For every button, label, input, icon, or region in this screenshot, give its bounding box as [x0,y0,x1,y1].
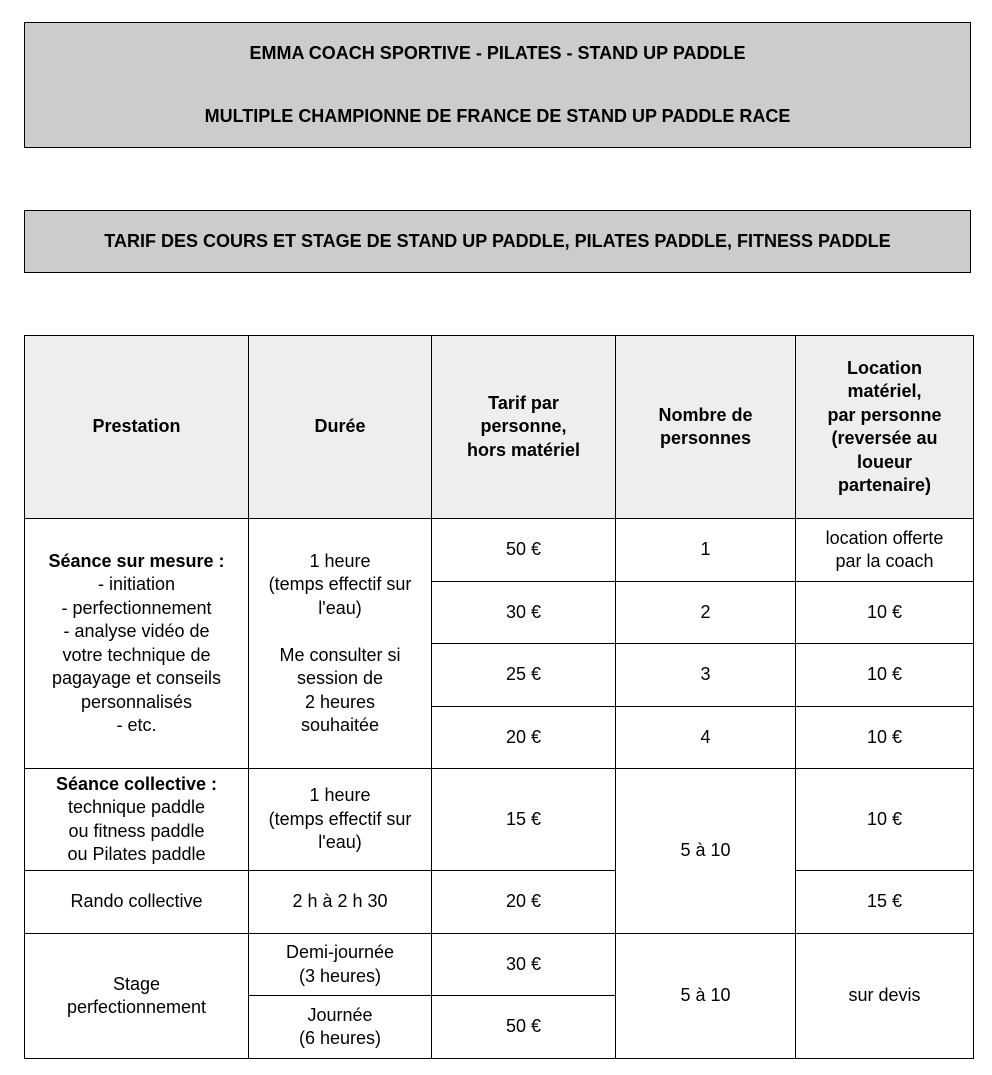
tarif-cell: 50 € [432,996,616,1059]
stage-duree: Journée (6 heures) [249,996,432,1059]
nombre-cell: 4 [616,707,796,769]
rando-prestation: Rando collective [25,871,249,934]
location-cell: 10 € [796,769,974,871]
tarif-cell: 25 € [432,644,616,707]
title-banner [24,22,971,148]
stage-prestation: Stage perfectionnement [25,934,249,1059]
tarif-cell: 15 € [432,769,616,871]
tarif-cell: 30 € [432,934,616,996]
seance-mesure-title: Séance sur mesure : [48,550,225,571]
coach-title: EMMA COACH SPORTIVE - PILATES - STAND UP PADDLE [249,43,746,63]
tarif-cell: 30 € [432,582,616,644]
pricing-table [24,335,974,1059]
location-cell: 10 € [796,644,974,707]
table-header-row [25,336,974,519]
pricing-title: TARIF DES COURS ET STAGE DE STAND UP PADDLE, PILATES PADDLE, FITNESS PADDLE [104,231,891,251]
championship-subtitle: MULTIPLE CHAMPIONNE DE FRANCE DE STAND UP PADDLE RACE [204,106,791,126]
header-prestation: Prestation [25,336,249,519]
location-cell: 15 € [796,871,974,934]
collective-nombre-cell: 5 à 10 [616,769,796,934]
nombre-cell: 2 [616,582,796,644]
table-row [25,934,974,996]
location-cell: location offerte par la coach [796,519,974,582]
seance-collective-duree: 1 heure (temps effectif sur l'eau) [249,769,432,871]
stage-location-cell: sur devis [796,934,974,1059]
header-nombre: Nombre de personnes [616,336,796,519]
seance-mesure-duree: 1 heure (temps effectif sur l'eau) Me consulter si session de 2 heures souhaitée [249,519,432,769]
tarif-cell: 50 € [432,519,616,582]
tarif-cell: 20 € [432,707,616,769]
stage-duree: Demi-journée (3 heures) [249,934,432,996]
rando-duree: 2 h à 2 h 30 [249,871,432,934]
seance-collective-title: Séance collective : [55,773,218,794]
seance-collective-details: technique paddle ou fitness paddle ou Pilates paddle [67,797,206,864]
seance-mesure-details: - initiation - perfectionnement - analyse vidéo de votre technique de pagayage et conseils personnalisés - etc. [51,574,222,735]
header-duree: Durée [249,336,432,519]
nombre-cell: 3 [616,644,796,707]
tarif-cell: 20 € [432,871,616,934]
stage-nombre-cell: 5 à 10 [616,934,796,1059]
table-row [25,769,974,871]
location-cell: 10 € [796,707,974,769]
seance-collective-prestation [25,769,249,871]
header-tarif: Tarif par personne, hors matériel [432,336,616,519]
seance-mesure-prestation [25,519,249,769]
table-row [25,519,974,582]
header-location: Location matériel, par personne (reversée au loueur partenaire) [796,336,974,519]
pricing-banner [24,210,971,273]
nombre-cell: 1 [616,519,796,582]
table-row [25,871,974,934]
location-cell: 10 € [796,582,974,644]
